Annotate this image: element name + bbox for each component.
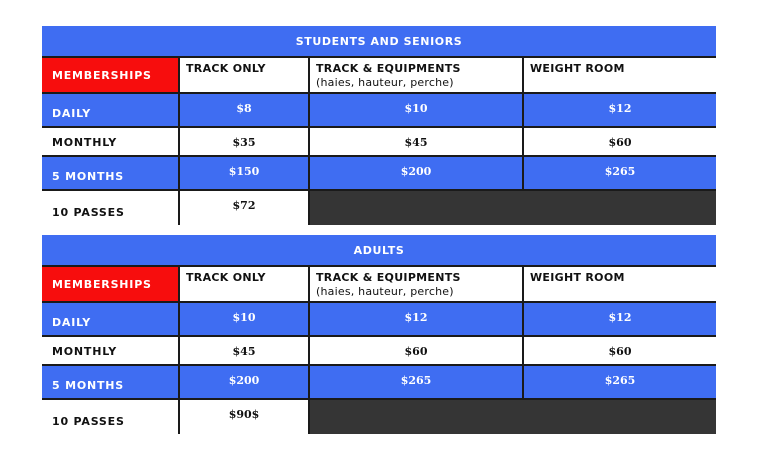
track-equipments-header [310, 58, 524, 94]
price-cell: $10 [310, 94, 524, 128]
row-label-daily: DAILY [42, 303, 180, 337]
table-title: STUDENTS AND SENIORS [42, 26, 716, 58]
memberships-header: MEMBERSHIPS [42, 267, 180, 303]
track-equipments-sublabel: (haies, hauteur, perche) [316, 76, 454, 89]
price-cell: $10 [180, 303, 310, 337]
price-cell: $72 [180, 191, 310, 225]
track-only-header: TRACK ONLY [180, 58, 310, 94]
price-cell: $200 [310, 157, 524, 191]
row-label-monthly: MONTHLY [42, 337, 180, 366]
price-cell: $60 [310, 337, 524, 366]
pricing-table-students-seniors [42, 26, 716, 225]
track-only-header: TRACK ONLY [180, 267, 310, 303]
weight-room-header: WEIGHT ROOM [524, 58, 716, 94]
price-cell: $60 [524, 128, 716, 157]
row-label-10-passes: 10 PASSES [42, 400, 180, 434]
price-cell: $12 [524, 303, 716, 337]
row-label-daily: DAILY [42, 94, 180, 128]
price-cell: $150 [180, 157, 310, 191]
table-grid [42, 58, 716, 225]
price-cell: $12 [524, 94, 716, 128]
price-cell: $60 [524, 337, 716, 366]
price-cell: $35 [180, 128, 310, 157]
row-label-10-passes: 10 PASSES [42, 191, 180, 225]
memberships-header: MEMBERSHIPS [42, 58, 180, 94]
track-equipments-header [310, 267, 524, 303]
table-grid [42, 267, 716, 434]
pricing-table-adults [42, 235, 716, 434]
price-cell: $12 [310, 303, 524, 337]
empty-cell [310, 400, 716, 434]
empty-cell [310, 191, 716, 225]
row-label-monthly: MONTHLY [42, 128, 180, 157]
track-equipments-label: TRACK & EQUIPMENTS [316, 62, 461, 75]
row-label-5-months: 5 MONTHS [42, 157, 180, 191]
price-cell: $45 [180, 337, 310, 366]
price-cell: $265 [524, 157, 716, 191]
weight-room-header: WEIGHT ROOM [524, 267, 716, 303]
price-cell: $8 [180, 94, 310, 128]
price-cell: $265 [524, 366, 716, 400]
track-equipments-label: TRACK & EQUIPMENTS [316, 271, 461, 284]
price-cell: $200 [180, 366, 310, 400]
row-label-5-months: 5 MONTHS [42, 366, 180, 400]
price-cell: $265 [310, 366, 524, 400]
table-title: ADULTS [42, 235, 716, 267]
price-cell: $90$ [180, 400, 310, 434]
track-equipments-sublabel: (haies, hauteur, perche) [316, 285, 454, 298]
price-cell: $45 [310, 128, 524, 157]
